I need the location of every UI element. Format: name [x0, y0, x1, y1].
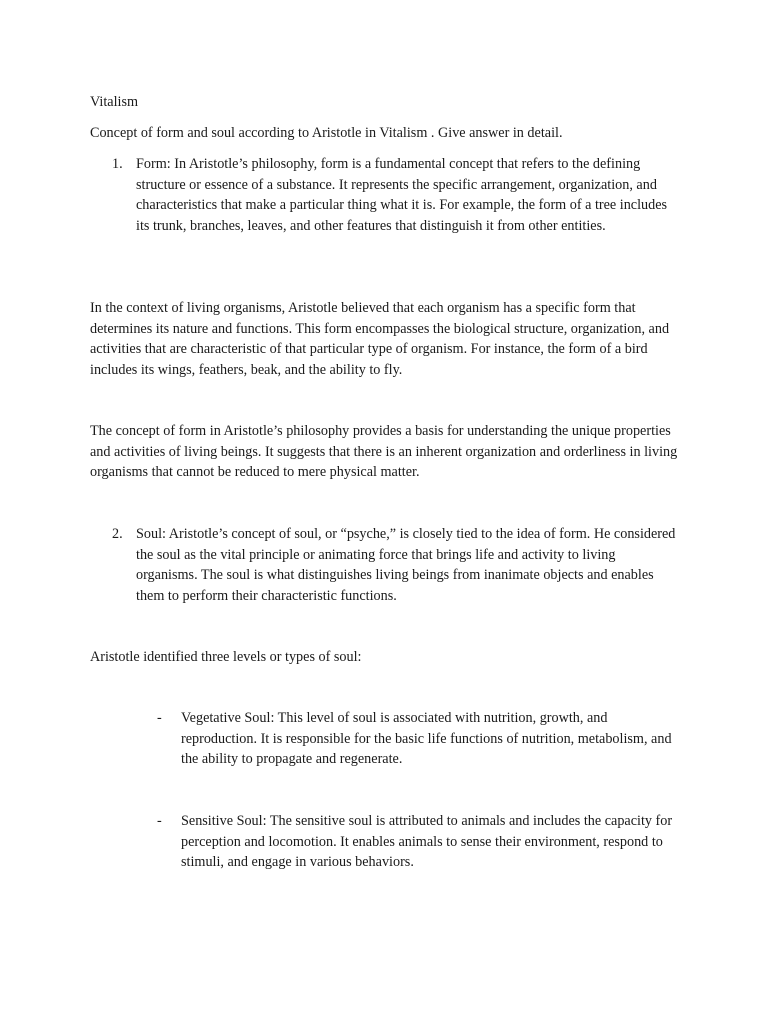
- vegetative-soul-text: Vegetative Soul: This level of soul is associated with nutrition, growth, and reproduction. It is responsible for the basic life functions of nutrition, metabolism, and the ability to propagate and regenerate.: [181, 710, 672, 767]
- paragraph-three-levels: Aristotle identified three levels or types of soul:: [90, 649, 362, 665]
- soul-item-text: Soul: Aristotle’s concept of soul, or “psyche,” is closely tied to the idea of form. He considered the soul as the vital principle or animating force that brings life and activity to living organisms. The soul is what distinguishes living beings from inanimate objects and enables them to perform their characteristic functions.: [136, 526, 676, 604]
- sensitive-soul-text: Sensitive Soul: The sensitive soul is attributed to animals and includes the capacity for perception and locomotion. It enables animals to sense their environment, respond to stimuli, and engage in various behaviors.: [181, 813, 673, 870]
- bullet-dash: -: [157, 813, 162, 829]
- list-number: 1.: [112, 156, 123, 172]
- paragraph-living-organisms: In the context of living organisms, Aristotle believed that each organism has a specific form that determines its nature and functions. This form encompasses the biological structure, organization, and activities that are characteristic of that particular type of organism. For instance, the form of a bird includes its wings, feathers, beak, and the ability to fly.: [90, 300, 670, 378]
- document-title: Vitalism: [90, 94, 139, 110]
- bullet-dash: -: [157, 710, 162, 726]
- form-item-text: Form: In Aristotle’s philosophy, form is a fundamental concept that refers to the defining structure or essence of a substance. It represents the specific arrangement, organization, and characteristics that make a particular thing what it is. For example, the form of a tree includes its trunk, branches, leaves, and other features that distinguish it from other entities.: [136, 156, 668, 234]
- list-number: 2.: [112, 526, 123, 542]
- question-text: Concept of form and soul according to Aristotle in Vitalism . Give answer in detail.: [90, 125, 563, 141]
- paragraph-concept-of-form: The concept of form in Aristotle’s philosophy provides a basis for understanding the unique properties and activities of living beings. It suggests that there is an inherent organization and orderliness in living organisms that cannot be reduced to mere physical matter.: [90, 423, 678, 480]
